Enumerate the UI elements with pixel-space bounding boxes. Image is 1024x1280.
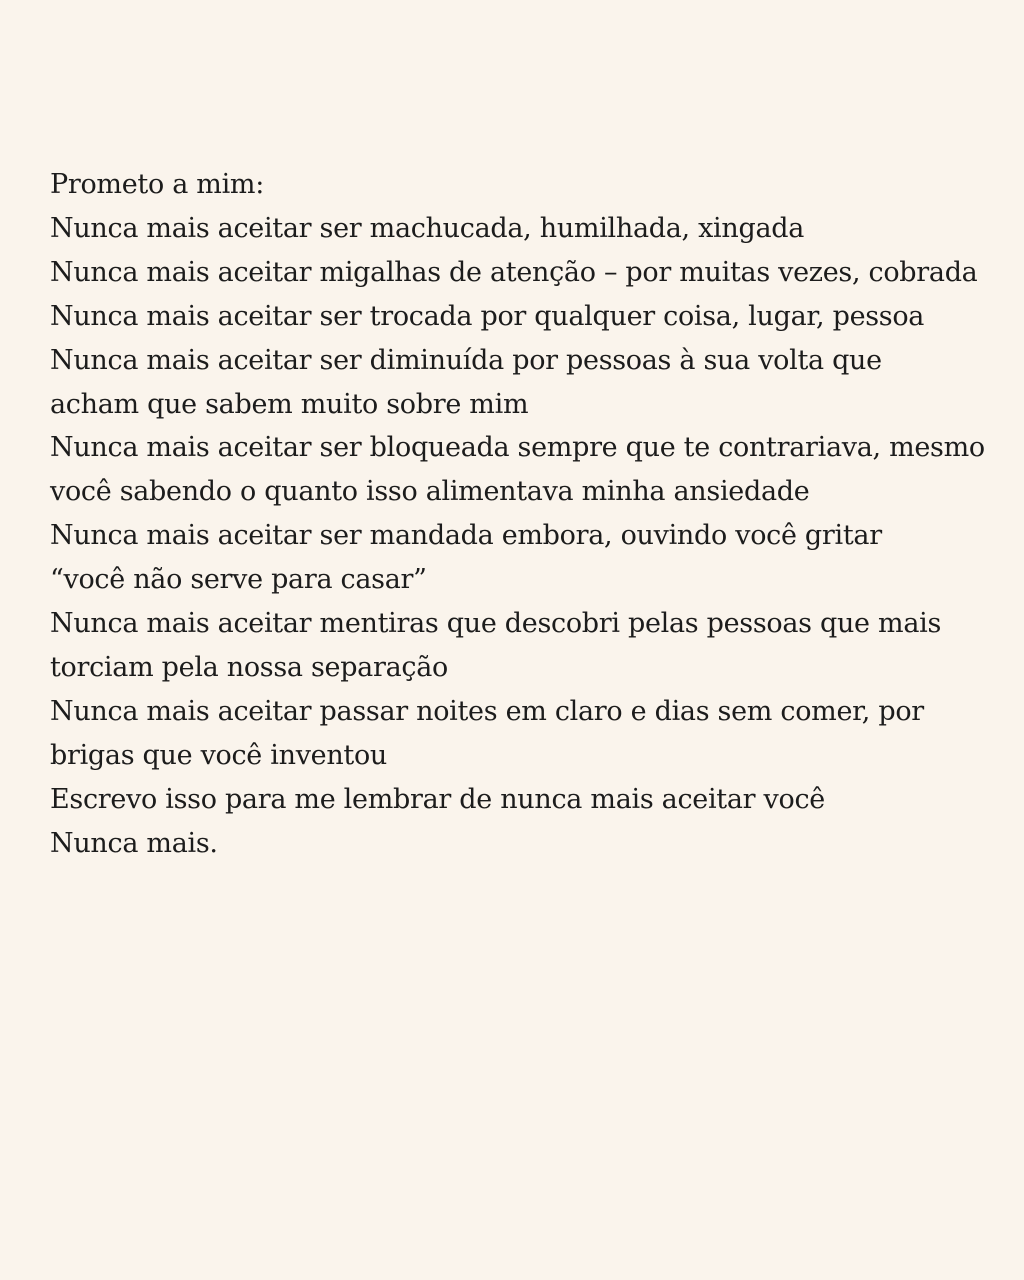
poem-line: Nunca mais aceitar ser diminuída por pessoas à sua volta que bbox=[50, 344, 882, 376]
poem-line: Nunca mais aceitar ser mandada embora, ouvindo você gritar bbox=[50, 520, 882, 552]
poem-line: Prometo a mim: bbox=[50, 169, 265, 200]
poem-line: Nunca mais aceitar passar noites em claro e dias sem comer, por bbox=[50, 695, 924, 727]
poem-line: “você não serve para casar” bbox=[50, 564, 427, 596]
poem-line: Escrevo isso para me lembrar de nunca mais aceitar você bbox=[50, 783, 825, 815]
poem-line: torciam pela nossa separação bbox=[50, 651, 448, 683]
poem-line: você sabendo o quanto isso alimentava minha ansiedade bbox=[50, 476, 810, 508]
poem-line: Nunca mais aceitar mentiras que descobri pelas pessoas que mais bbox=[50, 608, 942, 640]
poem-line: Nunca mais. bbox=[50, 827, 218, 859]
poem-line: Nunca mais aceitar migalhas de atenção – por muitas vezes, cobrada bbox=[50, 256, 978, 288]
poem-line: Nunca mais aceitar ser bloqueada sempre que te contrariava, mesmo bbox=[50, 432, 985, 464]
poem-line: brigas que você inventou bbox=[50, 739, 388, 771]
poem-line: acham que sabem muito sobre mim bbox=[50, 388, 529, 420]
poem-text bbox=[50, 163, 990, 866]
poem-line: Nunca mais aceitar ser machucada, humilhada, xingada bbox=[50, 212, 805, 244]
poem-line: Nunca mais aceitar ser trocada por qualquer coisa, lugar, pessoa bbox=[50, 300, 925, 332]
